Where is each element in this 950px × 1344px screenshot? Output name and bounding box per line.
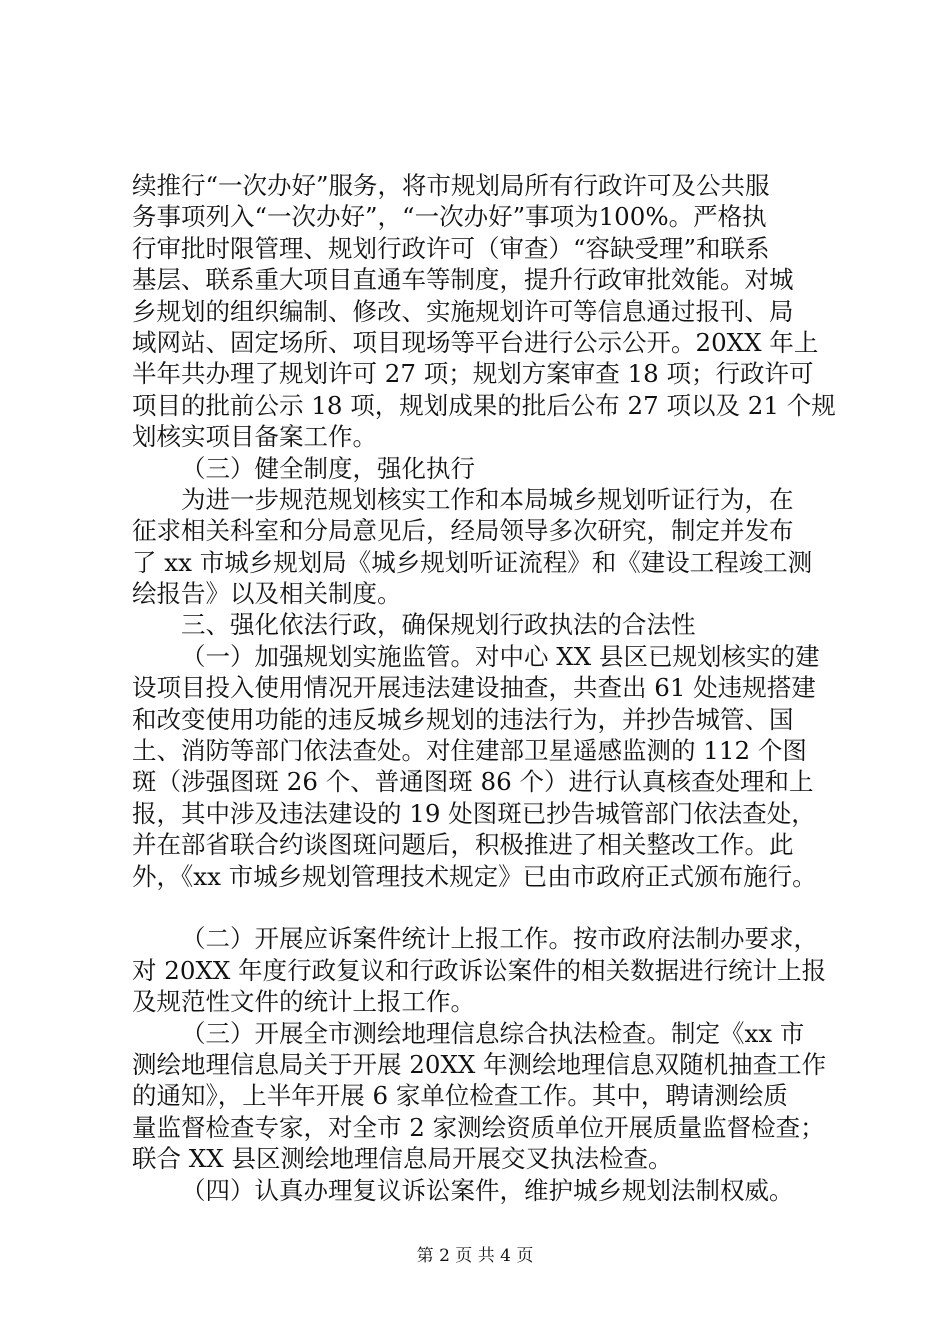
paragraph-line: 外，《xx 市城乡规划管理技术规定》已由市政府正式颁布施行。 xyxy=(132,861,817,891)
paragraph xyxy=(132,453,852,484)
paragraph xyxy=(132,923,852,1017)
paragraph xyxy=(132,609,852,640)
paragraph-line: 和改变使用功能的违反城乡规划的违法行为，并抄告城管、国 xyxy=(132,704,794,734)
paragraph-line: 量监督检查专家，对全市 2 家测绘资质单位开展质量监督检查； xyxy=(132,1112,825,1142)
paragraph-line: 联合 XX 县区测绘地理信息局开展交叉执法检查。 xyxy=(132,1144,673,1174)
paragraph-line: 征求相关科室和分局意见后，经局领导多次研究，制定并发布 xyxy=(132,516,794,546)
paragraph xyxy=(132,641,852,892)
paragraph-line: 划核实项目备案工作。 xyxy=(132,422,377,452)
paragraph-line: 设项目投入使用情况开展违法建设抽查，共查出 61 处违规搭建 xyxy=(132,673,816,703)
paragraph-line: 项目的批前公示 18 项，规划成果的批后公布 27 项以及 21 个规 xyxy=(132,390,836,420)
paragraph-line: 对 20XX 年度行政复议和行政诉讼案件的相关数据进行统计上报 xyxy=(132,955,827,985)
paragraph xyxy=(132,170,852,453)
paragraph-line: （四）认真办理复议诉讼案件，维护城乡规划法制权威。 xyxy=(181,1175,794,1205)
paragraph-line: 及规范性文件的统计上报工作。 xyxy=(132,987,475,1017)
paragraph-line: （三）健全制度，强化执行 xyxy=(181,453,475,483)
paragraph-line: 乡规划的组织编制、修改、实施规划许可等信息通过报刊、局 xyxy=(132,296,794,326)
paragraph-gap xyxy=(132,892,852,923)
paragraph-line: 半年共办理了规划许可 27 项；规划方案审查 18 项；行政许可 xyxy=(132,359,814,389)
paragraph xyxy=(132,1018,852,1175)
paragraph-line: 并在部省联合约谈图斑问题后，积极推进了相关整改工作。此 xyxy=(132,830,794,860)
paragraph xyxy=(132,484,852,610)
paragraph-line: 务事项列入“一次办好”，“一次办好”事项为100%。严格执 xyxy=(132,202,767,232)
paragraph-line: 测绘地理信息局关于开展 20XX 年测绘地理信息双随机抽查工作 xyxy=(132,1049,827,1079)
paragraph-line: （二）开展应诉案件统计上报工作。按市政府法制办要求， xyxy=(181,924,818,954)
paragraph-line: 了 xx 市城乡规划局《城乡规划听证流程》和《建设工程竣工测 xyxy=(132,547,813,577)
paragraph-line: （三）开展全市测绘地理信息综合执法检查。制定《xx 市 xyxy=(181,1018,805,1048)
paragraph-line: 域网站、固定场所、项目现场等平台进行公示公开。20XX 年上 xyxy=(132,327,819,357)
paragraph-line: 续推行“一次办好”服务，将市规划局所有行政许可及公共服 xyxy=(132,171,770,200)
paragraph-line: 斑（涉强图斑 26 个、普通图斑 86 个）进行认真核查处理和上 xyxy=(132,767,814,797)
page-footer: 第 2 页 共 4 页 xyxy=(416,1246,534,1266)
paragraph xyxy=(132,1175,852,1206)
paragraph-line: （一）加强规划实施监管。对中心 XX 县区已规划核实的建 xyxy=(181,641,820,671)
paragraph-line: 绘报告》以及相关制度。 xyxy=(132,579,402,609)
paragraph-line: 的通知》，上半年开展 6 家单位检查工作。其中，聘请测绘质 xyxy=(132,1081,788,1111)
paragraph-line: 报，其中涉及违法建设的 19 处图斑已抄告城管部门依法查处， xyxy=(132,798,816,828)
paragraph-line: 基层、联系重大项目直通车等制度，提升行政审批效能。对城 xyxy=(132,265,794,295)
paragraph-line: 为进一步规范规划核实工作和本局城乡规划听证行为，在 xyxy=(181,484,794,514)
paragraph-line: 土、消防等部门依法查处。对住建部卫星遥感监测的 112 个图 xyxy=(132,736,807,766)
paragraph-line: 三、强化依法行政，确保规划行政执法的合法性 xyxy=(181,610,696,640)
paragraph-line: 行审批时限管理、规划行政许可（审查）“容缺受理”和联系 xyxy=(132,233,770,263)
document-body xyxy=(132,170,852,1206)
